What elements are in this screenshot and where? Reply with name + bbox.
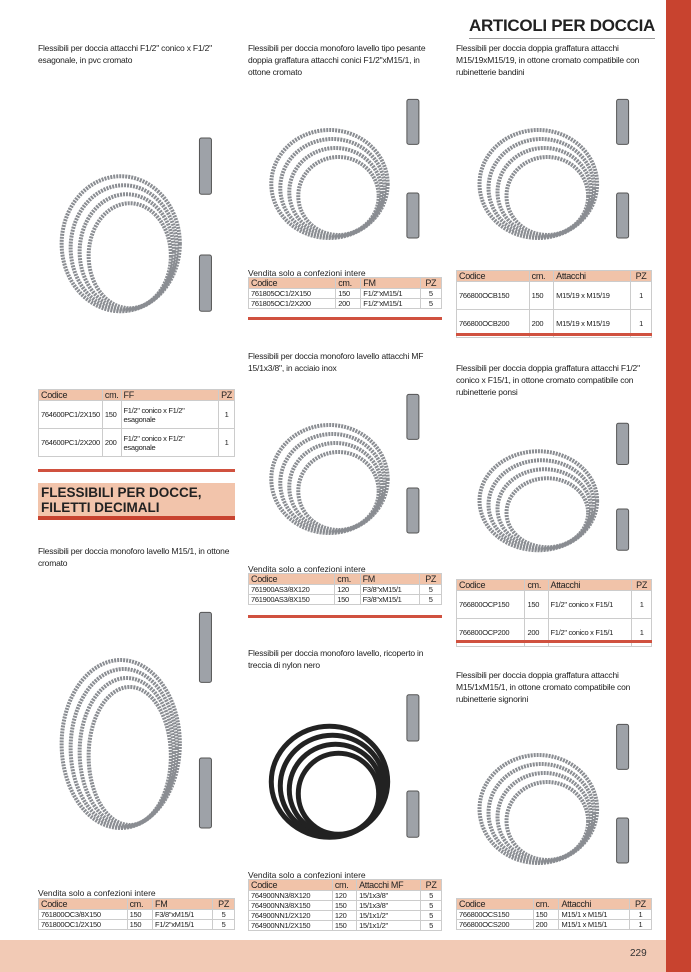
table-cell: 761900AS3/8X150 — [249, 595, 335, 605]
table-cell: 15/1x3/8" — [357, 891, 421, 901]
table-cell: 766800OCB150 — [457, 282, 530, 310]
hose-coil — [289, 443, 381, 531]
divider-line — [38, 469, 235, 472]
table-cell: 1 — [219, 429, 235, 457]
table-cell: 1 — [631, 310, 652, 338]
table-cell: 5 — [421, 921, 442, 931]
table-row — [249, 299, 442, 309]
hose-coil — [89, 203, 171, 308]
table-cell: 764900NN3/8X120 — [249, 891, 333, 901]
table-cell: M15/19 x M15/19 — [554, 310, 631, 338]
table-row — [39, 920, 235, 930]
hose-fitting — [407, 695, 419, 741]
table-cell: F1/2" conico x F15/1 — [548, 619, 632, 647]
hose-coil — [298, 452, 378, 530]
table-cell: 150 — [332, 921, 356, 931]
table-cell: 761900AS3/8X120 — [249, 585, 335, 595]
product-table — [456, 898, 652, 930]
table-cell: F1/2"xM15/1 — [361, 289, 420, 299]
table-cell: 200 — [102, 429, 121, 457]
column-header: cm. — [529, 271, 553, 282]
table-row — [39, 429, 235, 457]
table-cell: 1 — [632, 591, 652, 619]
column-header: Attacchi — [548, 580, 632, 591]
table-cell: M15/1 x M15/1 — [559, 920, 629, 930]
column-header: cm. — [336, 278, 361, 289]
table-row — [249, 921, 442, 931]
product-table — [456, 579, 652, 647]
hose-fitting — [199, 138, 211, 194]
product-photo — [248, 680, 442, 865]
column-header: Codice — [457, 271, 530, 282]
table-cell: 15/1x3/8" — [357, 901, 421, 911]
table-cell: 5 — [420, 289, 441, 299]
product-table — [38, 389, 235, 457]
table-cell: 766800OCS150 — [457, 910, 534, 920]
table-cell: 150 — [335, 595, 360, 605]
table-cell: 150 — [102, 401, 121, 429]
table-cell: 150 — [525, 591, 548, 619]
table-cell: 764900NN3/8X150 — [249, 901, 333, 911]
table-cell: 5 — [213, 910, 235, 920]
hose-coil — [507, 782, 589, 860]
table-cell: F3/8"xM15/1 — [153, 910, 213, 920]
product-photo — [456, 710, 652, 890]
table-cell: 200 — [525, 619, 548, 647]
table-cell: F3/8"xM15/1 — [360, 595, 420, 605]
column-header: FM — [360, 574, 420, 585]
hose-fitting — [617, 193, 629, 238]
table-row — [457, 282, 652, 310]
product-table — [248, 573, 442, 605]
table-cell: 1 — [632, 619, 652, 647]
table-cell: 5 — [420, 595, 442, 605]
footer-strip — [0, 940, 666, 972]
column-header: Codice — [457, 899, 534, 910]
hose-fitting — [617, 724, 629, 769]
column-header: PZ — [420, 278, 441, 289]
product-photo — [38, 120, 235, 345]
table-cell: F3/8"xM15/1 — [360, 585, 420, 595]
table-cell: F1/2" conico x F15/1 — [548, 591, 632, 619]
hose-fitting — [617, 423, 629, 464]
column-header: FM — [361, 278, 420, 289]
table-cell: M15/19 x M15/19 — [554, 282, 631, 310]
column-header: Codice — [39, 899, 128, 910]
table-cell: 5 — [420, 299, 441, 309]
column-header: Codice — [39, 390, 103, 401]
hose-fitting — [617, 509, 629, 550]
product-table — [248, 277, 442, 309]
column-header: PZ — [213, 899, 235, 910]
hose-coil — [298, 157, 378, 235]
table-caption: Vendita solo a confezioni intere — [248, 268, 366, 278]
hose-coil — [498, 148, 592, 236]
table-row — [249, 911, 442, 921]
column-header: cm. — [332, 880, 356, 891]
divider-line — [456, 640, 652, 643]
divider-line — [248, 317, 442, 320]
table-cell: 764900NN1/2X150 — [249, 921, 333, 931]
table-cell: 1 — [219, 401, 235, 429]
table-cell: F1/2" conico x F1/2" esagonale — [121, 401, 219, 429]
product-photo — [456, 85, 652, 265]
table-cell: 200 — [533, 920, 559, 930]
table-cell: 150 — [533, 910, 559, 920]
column-header: Attacchi — [554, 271, 631, 282]
column-header: PZ — [421, 880, 442, 891]
table-cell: 200 — [529, 310, 553, 338]
table-row — [457, 910, 652, 920]
table-cell: F1/2"xM15/1 — [153, 920, 213, 930]
product-description: Flessibili per doccia attacchi F1/2" conico x F1/2" esagonale, in pvc cromato — [38, 43, 212, 65]
product-description: Flessibili per doccia monoforo lavello M15/1, in ottone cromato — [38, 546, 230, 568]
page-number: 229 — [630, 948, 647, 959]
product-description: Flessibili per doccia monoforo lavello, ricoperto in treccia di nylon nero — [248, 648, 424, 670]
table-cell: 764600PC1/2X200 — [39, 429, 103, 457]
column-header: Attacchi MF — [357, 880, 421, 891]
table-cell: 150 — [336, 289, 361, 299]
table-cell: 150 — [127, 920, 152, 930]
table-cell: 1 — [629, 920, 651, 930]
table-cell: 766800OCS200 — [457, 920, 534, 930]
column-header: PZ — [632, 580, 652, 591]
table-cell: 766800OCP200 — [457, 619, 525, 647]
table-row — [39, 401, 235, 429]
section-title: FLESSIBILI PER DOCCE, FILETTI DECIMALI — [38, 483, 235, 520]
table-caption: Vendita solo a confezioni intere — [248, 870, 366, 880]
product-table — [248, 879, 442, 931]
table-cell: 764600PC1/2X150 — [39, 401, 103, 429]
product-table — [456, 270, 652, 338]
table-cell: 761805OC1/2X200 — [249, 299, 336, 309]
divider-line — [456, 333, 652, 336]
hose-coil — [298, 753, 378, 834]
column-header: PZ — [219, 390, 235, 401]
hose-fitting — [407, 791, 419, 837]
table-cell: 120 — [332, 891, 356, 901]
hose-fitting — [617, 99, 629, 144]
column-header: PZ — [420, 574, 442, 585]
product-photo — [456, 410, 652, 575]
hose-fitting — [199, 612, 211, 682]
table-cell: 1 — [629, 910, 651, 920]
hose-coil — [507, 157, 589, 235]
hose-coil — [80, 194, 174, 309]
table-cell: 15/1x1/2" — [357, 911, 421, 921]
product-description: Flessibili per doccia doppia graffatura attacchi M15/1xM15/1, in ottone cromato compatibile con rubinetterie signorini — [456, 670, 631, 704]
table-cell: F1/2"xM15/1 — [361, 299, 420, 309]
table-cell: 5 — [421, 891, 442, 901]
column-header: cm. — [127, 899, 152, 910]
table-row — [249, 891, 442, 901]
product-description: Flessibili per doccia monoforo lavello attacchi MF 15/1x3/8", in acciaio inox — [248, 351, 424, 373]
column-header: Codice — [249, 574, 335, 585]
table-cell: M15/1 x M15/1 — [559, 910, 629, 920]
table-caption: Vendita solo a confezioni intere — [248, 564, 366, 574]
hose-coil — [507, 478, 589, 547]
product-description: Flessibili per doccia doppia graffatura attacchi M15/19xM15/19, in ottone cromato compatibile con rubinetterie bandini — [456, 43, 640, 77]
product-description: Flessibili per doccia monoforo lavello tipo pesante doppia graffatura attacchi conici F1/2"xM15/1, in ottone cromato — [248, 43, 426, 77]
product-description: Flessibili per doccia doppia graffatura attacchi F1/2" conico x F15/1, in ottone cromato compatibile con rubinetterie ponsi — [456, 363, 640, 397]
table-row — [249, 901, 442, 911]
table-cell: 5 — [421, 911, 442, 921]
table-row — [249, 595, 442, 605]
hose-fitting — [407, 394, 419, 439]
table-cell: 5 — [213, 920, 235, 930]
column-header: Attacchi — [559, 899, 629, 910]
product-photo — [38, 590, 235, 870]
page-title: ARTICOLI PER DOCCIA — [469, 16, 655, 39]
table-row — [39, 910, 235, 920]
column-header: cm. — [102, 390, 121, 401]
table-cell: 761800OC3/8X150 — [39, 910, 128, 920]
column-header: Codice — [249, 880, 333, 891]
table-cell: 5 — [420, 585, 442, 595]
column-header: cm. — [533, 899, 559, 910]
table-cell: 150 — [529, 282, 553, 310]
table-cell: 764900NN1/2X120 — [249, 911, 333, 921]
table-cell: 766800OCP150 — [457, 591, 525, 619]
divider-line — [248, 615, 442, 618]
column-header: Codice — [457, 580, 525, 591]
table-cell: 120 — [332, 911, 356, 921]
hose-fitting — [617, 818, 629, 863]
column-header: cm. — [525, 580, 548, 591]
table-cell: 150 — [332, 901, 356, 911]
table-cell: 200 — [336, 299, 361, 309]
table-caption: Vendita solo a confezioni intere — [38, 888, 156, 898]
product-photo — [248, 380, 442, 560]
table-row — [249, 585, 442, 595]
product-table — [38, 898, 235, 930]
table-cell: 761805OC1/2X150 — [249, 289, 336, 299]
table-cell: 766800OCB200 — [457, 310, 530, 338]
hose-coil — [289, 148, 381, 236]
table-row — [457, 591, 652, 619]
column-header: Codice — [249, 278, 336, 289]
hose-fitting — [407, 488, 419, 533]
table-cell: 1 — [631, 282, 652, 310]
table-row — [249, 289, 442, 299]
table-cell: 761800OC1/2X150 — [39, 920, 128, 930]
hose-fitting — [407, 193, 419, 238]
hose-fitting — [199, 758, 211, 828]
hose-fitting — [407, 99, 419, 144]
table-cell: 15/1x1/2" — [357, 921, 421, 931]
product-photo — [248, 85, 442, 265]
column-header: FM — [153, 899, 213, 910]
column-header: PZ — [631, 271, 652, 282]
table-cell: F1/2" conico x F1/2" esagonale — [121, 429, 219, 457]
column-header: PZ — [629, 899, 651, 910]
table-cell: 150 — [127, 910, 152, 920]
accent-side-band — [666, 0, 691, 972]
table-cell: 5 — [421, 901, 442, 911]
table-row — [457, 920, 652, 930]
hose-coil — [498, 773, 592, 861]
column-header: cm. — [335, 574, 360, 585]
table-cell: 120 — [335, 585, 360, 595]
column-header: FF — [121, 390, 219, 401]
hose-fitting — [199, 255, 211, 311]
